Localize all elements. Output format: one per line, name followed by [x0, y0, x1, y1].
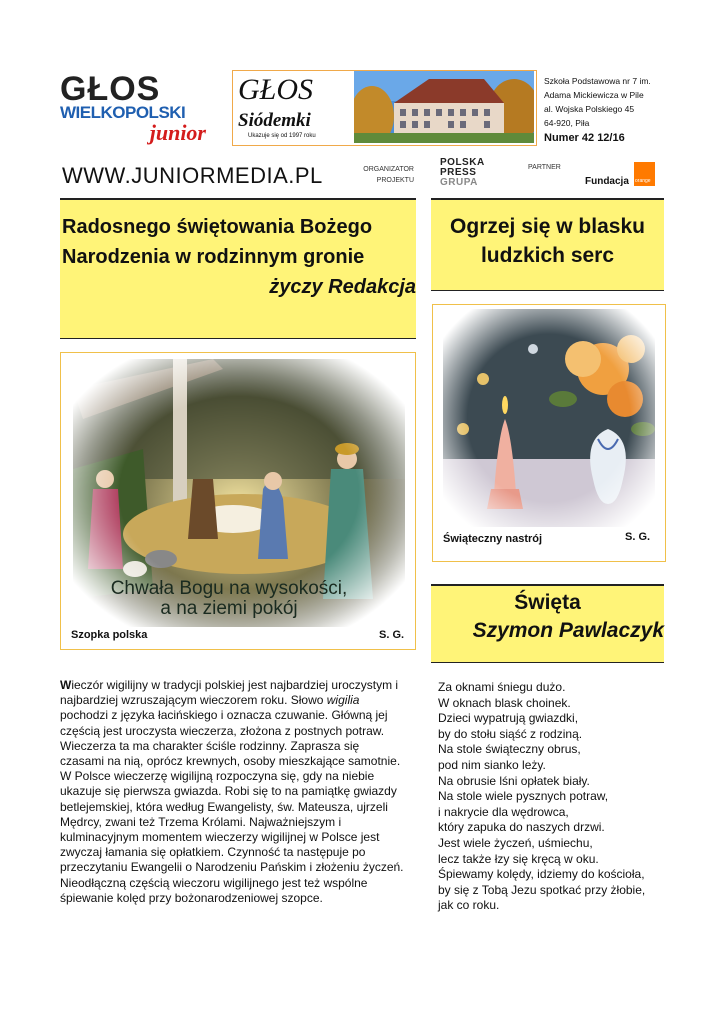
press-logo-line: GRUPA	[440, 177, 478, 188]
poem-line: i nakrycie dla wędrowca,	[438, 804, 569, 819]
poem-line: pod nim sianko leży.	[438, 757, 546, 772]
school-address	[544, 74, 674, 130]
candle-photo-frame	[432, 304, 666, 562]
organizer-label	[350, 164, 414, 186]
logo-line-3: junior	[149, 120, 206, 145]
poem-line: lecz także łzy się kręcą w oku.	[438, 851, 599, 866]
orange-logo	[634, 162, 655, 186]
organizer-label-line: ORGANIZATOR	[363, 166, 414, 173]
side-photo-caption: Świąteczny nastrój	[443, 533, 543, 545]
greeting-line: Radosnego świętowania Bożego	[62, 216, 373, 238]
badge-subtitle: Siódemki	[238, 110, 311, 131]
article-drop-letter: W	[60, 678, 72, 692]
poem-author: Szymon Pawlaczyk	[472, 619, 664, 642]
poem-title-box	[431, 584, 664, 663]
logo-line-2: WIELKOPOLSKI	[60, 103, 186, 122]
article-paragraph	[60, 678, 406, 906]
logo-line-1: GŁOS	[60, 70, 161, 108]
poem-title: Święta	[514, 591, 581, 614]
poem-line: Jest wiele życzeń, uśmiechu,	[438, 835, 593, 850]
greeting-box	[60, 198, 416, 339]
wigilia-article	[60, 678, 406, 906]
orange-logo-text: orange	[635, 178, 651, 184]
nativity-overlay-line: a na ziemi pokój	[160, 598, 298, 619]
school-address-line: 64-920, Piła	[544, 118, 590, 128]
sidebar-title-line: ludzkich serc	[480, 244, 615, 267]
school-address-line: Adama Mickiewicza w Pile	[544, 90, 644, 100]
press-logo-line: PRESS	[440, 167, 477, 178]
poem-line: by do stołu siąść z rodziną.	[438, 726, 583, 741]
poem-line: W oknach blask choinek.	[438, 695, 571, 710]
greeting-line: Narodzenia w rodzinnym gronie	[62, 246, 365, 268]
nativity-overlay-line: Chwała Bogu na wysokości,	[110, 578, 348, 599]
candle-flowers-photo	[443, 309, 655, 527]
partner-name: Fundacja	[585, 176, 629, 187]
sidebar-title-line: Ogrzej się w blasku	[450, 215, 645, 238]
poem-line: Na stole świąteczny obrus,	[438, 742, 581, 757]
poem-line: Na obrusie lśni opłatek biały.	[438, 773, 590, 788]
article-text-part: pochodzi z języka łacińskiego i oznacza czuwanie. Główną jej częścią jest uroczysta wieczerza, złożona z postnych potraw. Wieczerza ta ma charakter ściśle rodzinny. Zaprasza się czasami na nią, oprócz krewnych, osoby mieszkające samotnie. W Polsce wieczerzę wigilijną rozpoczyna się, gdy na niebie ukazuje się pierwsza gwiazda. Robi się to na pamiątkę gwiazdy betlejemskiej, która według Ewangelisty, św. Mateusza, ujrzeli Mędrcy, zwani też Trzema Królami. Najważniejszym i kulminacyjnym momentem wieczerzy wigilijnej w Polsce jest zwyczaj łamania się opłatkiem. Czynność ta następuje po przeczytaniu Ewangelii o Narodzeniu Pańskim i złożeniu życzeń. Nieodłączną częścią wieczoru wigilijnego jest też wspólne śpiewanie kolęd przy bożonarodzeniowej szopce.	[60, 708, 404, 905]
press-logo-line: POLSKA	[440, 157, 485, 168]
website-link[interactable]: WWW.JUNIORMEDIA.PL	[62, 163, 323, 188]
sidebar-title-box	[431, 198, 664, 291]
poem-line: jak co roku.	[438, 898, 500, 913]
article-emphasis: wigilia	[326, 693, 360, 708]
polska-press-logo	[440, 158, 485, 188]
school-address-line: Szkoła Podstawowa nr 7 im.	[544, 76, 651, 86]
poem-line: Za oknami śniegu dużo.	[438, 680, 566, 694]
greeting-signature: życzy Redakcja	[269, 276, 416, 298]
greeting-text	[62, 212, 372, 272]
side-photo-credit: S. G.	[625, 531, 651, 543]
nativity-overlay-text	[79, 579, 379, 619]
nativity-photo-frame	[60, 352, 416, 650]
poem-line: by się z Tobą Jezu spotkać przy żłobie,	[438, 882, 646, 897]
poem-line: Śpiewamy kolędy, idziemy do kościoła,	[438, 867, 645, 882]
sidebar-title	[431, 212, 664, 270]
school-building-photo	[354, 71, 534, 143]
poem-swieta	[438, 680, 668, 914]
article-text-part: ieczór wigilijny w tradycji polskiej jest najbardziej uroczystym i najbardziej wzruszającym wieczorem roku. Słowo	[60, 678, 399, 708]
poem-line: Na stole wiele pysznych potraw,	[438, 789, 609, 804]
issue-number: Numer 42 12/16	[544, 132, 625, 144]
school-address-line: al. Wojska Polskiego 45	[544, 104, 635, 114]
poem-line: Dzieci wypatrują gwiazdki,	[438, 711, 579, 726]
poem-line: który zapuka do naszych drzwi.	[438, 820, 605, 835]
badge-title: GŁOS	[238, 73, 314, 106]
partner-label: PARTNER	[528, 164, 561, 171]
main-photo-caption: Szopka polska	[71, 629, 148, 641]
organizer-label-line: PROJEKTU	[376, 177, 414, 184]
glos-wielkopolski-junior-logo	[60, 70, 212, 145]
main-photo-credit: S. G.	[379, 629, 405, 641]
badge-year: Ukazuje się od 1997 roku	[248, 133, 316, 139]
